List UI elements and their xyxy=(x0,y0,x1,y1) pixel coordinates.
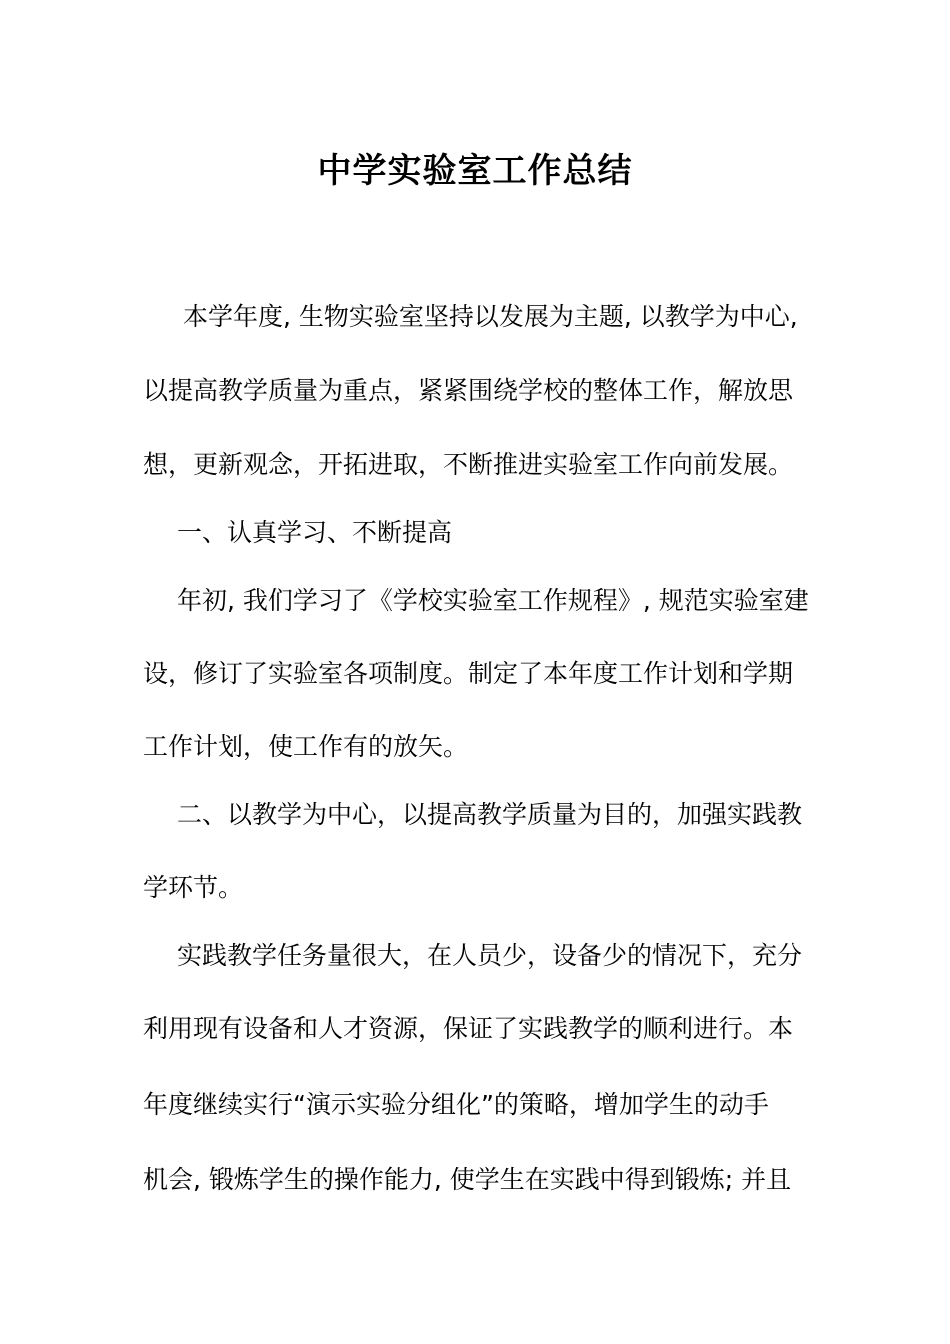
paragraph-line: 想，更新观念，开拓进取，不断推进实验室工作向前发展。 xyxy=(143,450,794,479)
paragraph-line: 设，修订了实验室各项制度。制定了本年度工作计划和学期 xyxy=(143,659,794,688)
paragraph-line: 机会, 锻炼学生的操作能力, 使学生在实践中得到锻炼; 并且 xyxy=(143,1165,792,1194)
document-title: 中学实验室工作总结 xyxy=(317,151,633,191)
paragraph-line: 利用现有设备和人才资源，保证了实践教学的顺利进行。本 xyxy=(143,1014,794,1043)
paragraph-line: 实践教学任务量很大，在人员少，设备少的情况下，充分 xyxy=(177,941,803,970)
paragraph-line: 年度继续实行“演示实验分组化”的策略，增加学生的动手 xyxy=(143,1090,769,1119)
paragraph-line: 工作计划，使工作有的放矢。 xyxy=(143,732,469,761)
section-heading: 一、认真学习、不断提高 xyxy=(177,518,453,547)
section-heading-continuation: 学环节。 xyxy=(143,873,244,902)
paragraph-line: 以提高教学质量为重点，紧紧围绕学校的整体工作，解放思 xyxy=(143,376,794,405)
section-heading: 二、以教学为中心，以提高教学质量为目的，加强实践教 xyxy=(177,800,803,829)
paragraph-line: 本学年度, 生物实验室坚持以发展为主题, 以教学为中心, xyxy=(183,302,798,331)
paragraph-line: 年初, 我们学习了《学校实验室工作规程》, 规范实验室建 xyxy=(177,586,809,615)
